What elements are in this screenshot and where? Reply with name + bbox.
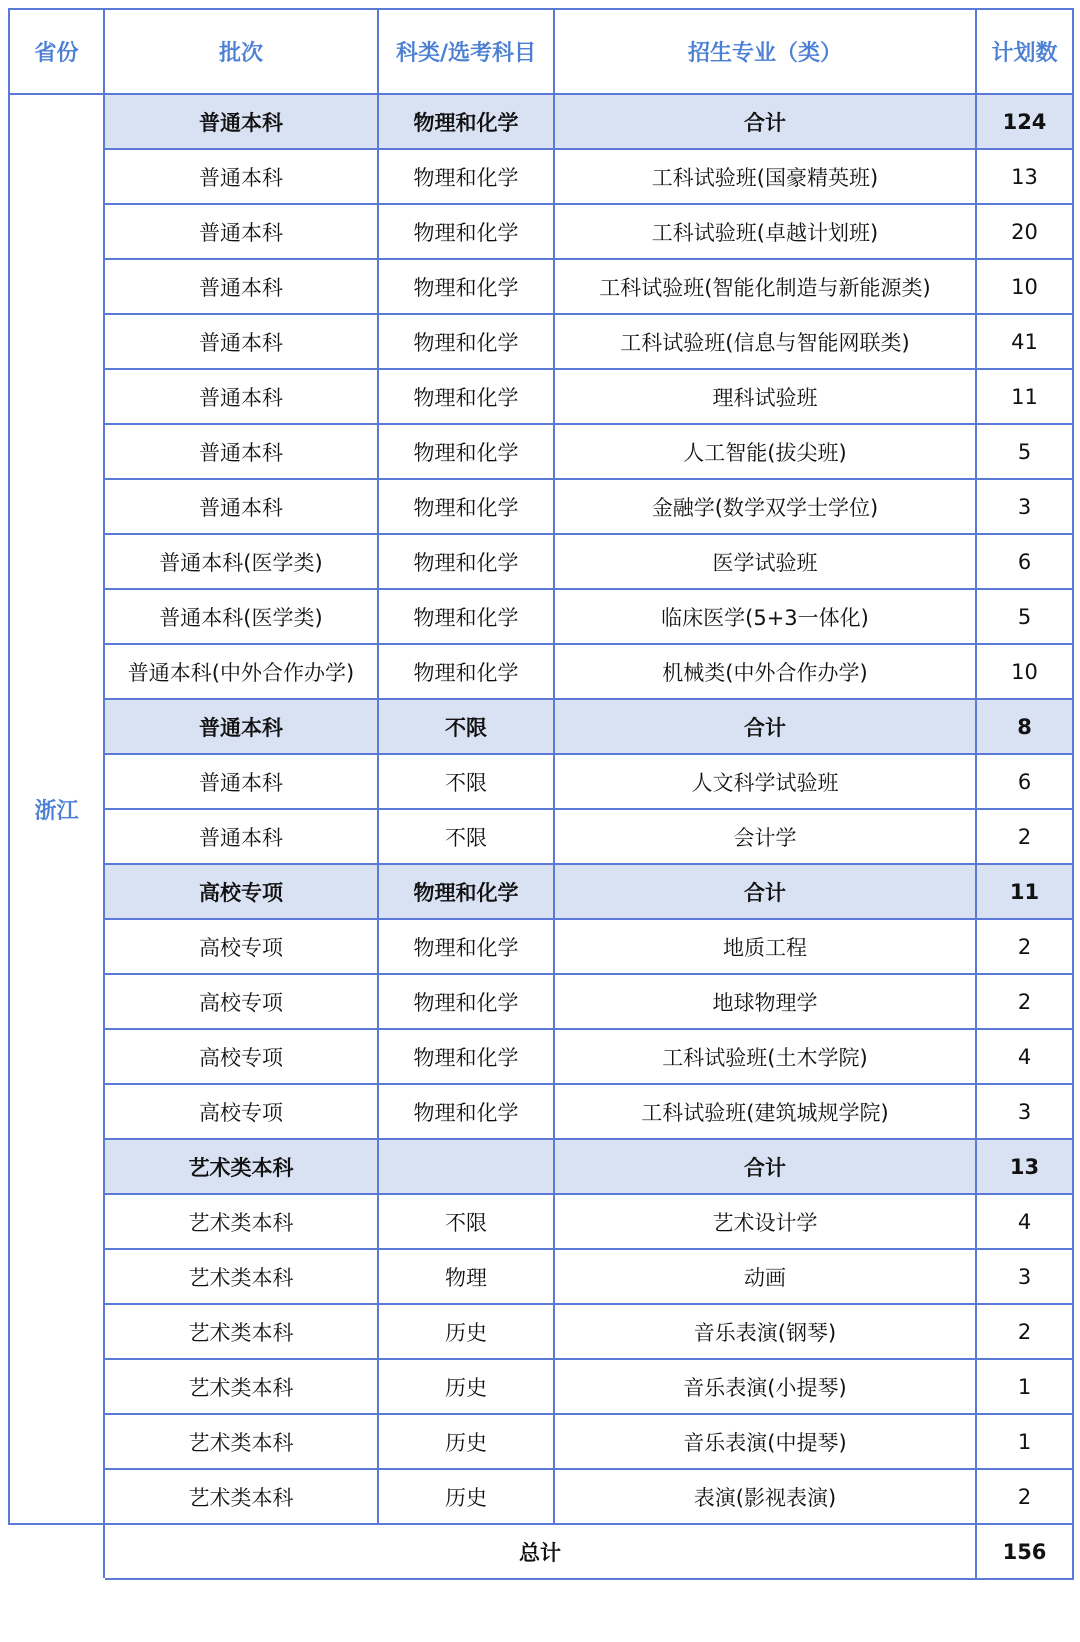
table-row [9,809,1073,864]
batch-cell: 普通本科(中外合作办学) [104,644,378,699]
major-cell: 合计 [554,699,976,754]
table-row [9,424,1073,479]
table-row [9,1194,1073,1249]
major-cell: 工科试验班(智能化制造与新能源类) [554,259,976,314]
subject-cell: 历史 [378,1304,554,1359]
batch-cell: 普通本科 [104,149,378,204]
subject-cell: 历史 [378,1414,554,1469]
count-cell: 2 [976,1469,1073,1524]
subject-cell: 物理和化学 [378,94,554,149]
subject-cell: 物理和化学 [378,369,554,424]
major-cell: 金融学(数学双学士学位) [554,479,976,534]
batch-cell: 艺术类本科 [104,1469,378,1524]
table-row [9,1469,1073,1524]
subject-cell: 历史 [378,1469,554,1524]
major-cell: 音乐表演(小提琴) [554,1359,976,1414]
subject-cell [378,1139,554,1194]
count-cell: 4 [976,1194,1073,1249]
table-row [9,314,1073,369]
major-cell: 工科试验班(土木学院) [554,1029,976,1084]
table-row [9,259,1073,314]
header-major: 招生专业（类） [554,9,976,94]
batch-cell: 艺术类本科 [104,1194,378,1249]
subject-cell: 不限 [378,1194,554,1249]
total-count: 156 [976,1524,1073,1579]
major-cell: 理科试验班 [554,369,976,424]
table-row [9,644,1073,699]
count-cell: 1 [976,1414,1073,1469]
header-row [9,9,1073,94]
batch-cell: 普通本科(医学类) [104,534,378,589]
subject-cell: 物理和化学 [378,1029,554,1084]
major-cell: 工科试验班(国豪精英班) [554,149,976,204]
subject-cell: 不限 [378,754,554,809]
subject-cell: 物理和化学 [378,589,554,644]
count-cell: 2 [976,919,1073,974]
count-cell: 3 [976,479,1073,534]
total-row [9,1524,1073,1579]
batch-cell: 普通本科 [104,479,378,534]
batch-cell: 艺术类本科 [104,1359,378,1414]
subject-cell: 不限 [378,809,554,864]
batch-cell: 普通本科 [104,699,378,754]
major-cell: 机械类(中外合作办学) [554,644,976,699]
table-row [9,1084,1073,1139]
major-cell: 医学试验班 [554,534,976,589]
batch-cell: 普通本科 [104,204,378,259]
subject-cell: 物理和化学 [378,314,554,369]
subject-cell: 不限 [378,699,554,754]
count-cell: 8 [976,699,1073,754]
batch-cell: 高校专项 [104,1029,378,1084]
table-row [9,149,1073,204]
major-cell: 音乐表演(钢琴) [554,1304,976,1359]
subject-cell: 物理 [378,1249,554,1304]
batch-cell: 艺术类本科 [104,1249,378,1304]
count-cell: 41 [976,314,1073,369]
subject-cell: 物理和化学 [378,644,554,699]
table-row [9,1029,1073,1084]
batch-cell: 普通本科 [104,94,378,149]
count-cell: 3 [976,1084,1073,1139]
count-cell: 11 [976,864,1073,919]
subject-cell: 物理和化学 [378,534,554,589]
count-cell: 5 [976,424,1073,479]
major-cell: 合计 [554,1139,976,1194]
count-cell: 5 [976,589,1073,644]
subject-cell: 物理和化学 [378,974,554,1029]
subtotal-row [9,1139,1073,1194]
count-cell: 6 [976,754,1073,809]
major-cell: 表演(影视表演) [554,1469,976,1524]
batch-cell: 艺术类本科 [104,1304,378,1359]
header-batch: 批次 [104,9,378,94]
count-cell: 6 [976,534,1073,589]
batch-cell: 艺术类本科 [104,1139,378,1194]
batch-cell: 高校专项 [104,974,378,1029]
total-label: 总计 [104,1524,976,1579]
major-cell: 临床医学(5+3一体化) [554,589,976,644]
major-cell: 会计学 [554,809,976,864]
table-row [9,1359,1073,1414]
table-row [9,974,1073,1029]
batch-cell: 普通本科(医学类) [104,589,378,644]
batch-cell: 普通本科 [104,424,378,479]
batch-cell: 高校专项 [104,1084,378,1139]
table-row [9,369,1073,424]
count-cell: 2 [976,809,1073,864]
major-cell: 地球物理学 [554,974,976,1029]
subject-cell: 历史 [378,1359,554,1414]
major-cell: 艺术设计学 [554,1194,976,1249]
major-cell: 地质工程 [554,919,976,974]
batch-cell: 高校专项 [104,919,378,974]
subject-cell: 物理和化学 [378,259,554,314]
major-cell: 人文科学试验班 [554,754,976,809]
batch-cell: 普通本科 [104,809,378,864]
table-row [9,919,1073,974]
table-body [9,94,1073,1579]
table-row [9,1304,1073,1359]
count-cell: 13 [976,1139,1073,1194]
count-cell: 11 [976,369,1073,424]
header-subject: 科类/选考科目 [378,9,554,94]
major-cell: 动画 [554,1249,976,1304]
batch-cell: 艺术类本科 [104,1414,378,1469]
table-row [9,1249,1073,1304]
major-cell: 音乐表演(中提琴) [554,1414,976,1469]
count-cell: 3 [976,1249,1073,1304]
enrollment-plan-table [8,8,1074,1580]
table-row [9,534,1073,589]
batch-cell: 普通本科 [104,314,378,369]
major-cell: 工科试验班(信息与智能网联类) [554,314,976,369]
subtotal-row [9,864,1073,919]
table-row [9,1414,1073,1469]
count-cell: 124 [976,94,1073,149]
count-cell: 13 [976,149,1073,204]
subject-cell: 物理和化学 [378,204,554,259]
major-cell: 工科试验班(建筑城规学院) [554,1084,976,1139]
table-row [9,754,1073,809]
major-cell: 人工智能(拔尖班) [554,424,976,479]
batch-cell: 普通本科 [104,369,378,424]
batch-cell: 高校专项 [104,864,378,919]
subject-cell: 物理和化学 [378,479,554,534]
subject-cell: 物理和化学 [378,1084,554,1139]
count-cell: 10 [976,259,1073,314]
header-province: 省份 [9,9,104,94]
enrollment-plan-table-container [8,8,1072,1580]
count-cell: 10 [976,644,1073,699]
header-count: 计划数 [976,9,1073,94]
batch-cell: 普通本科 [104,259,378,314]
table-row [9,204,1073,259]
subject-cell: 物理和化学 [378,149,554,204]
count-cell: 2 [976,974,1073,1029]
major-cell: 合计 [554,864,976,919]
major-cell: 工科试验班(卓越计划班) [554,204,976,259]
major-cell: 合计 [554,94,976,149]
province-cell: 浙江 [9,94,104,1524]
table-row [9,589,1073,644]
count-cell: 1 [976,1359,1073,1414]
table-row [9,479,1073,534]
subtotal-row [9,699,1073,754]
subtotal-row [9,94,1073,149]
batch-cell: 普通本科 [104,754,378,809]
total-blank-cell [9,1524,104,1579]
count-cell: 20 [976,204,1073,259]
subject-cell: 物理和化学 [378,919,554,974]
count-cell: 2 [976,1304,1073,1359]
subject-cell: 物理和化学 [378,424,554,479]
count-cell: 4 [976,1029,1073,1084]
subject-cell: 物理和化学 [378,864,554,919]
